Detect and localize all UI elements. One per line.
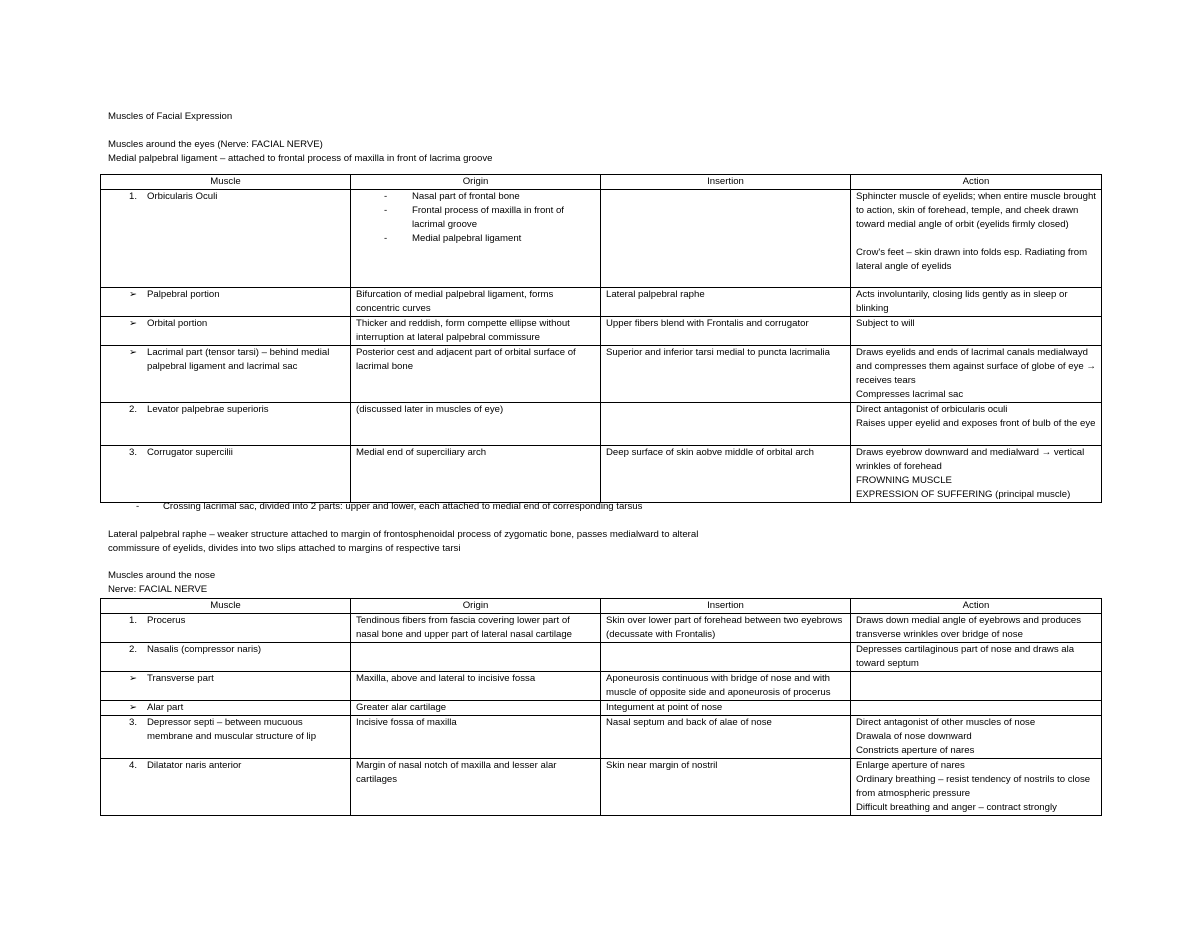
table-row xyxy=(101,716,1102,759)
action-text: Draws eyelids and ends of lacrimal canals medialwayd and compresses them against surface of globe of eye → receives tears xyxy=(856,347,1096,386)
muscle-name: Alar part xyxy=(147,702,184,713)
table-row xyxy=(101,672,1102,701)
table-row xyxy=(101,701,1102,716)
action-cell: Subject to will xyxy=(851,317,1102,346)
action-cell: Draws down medial angle of eyebrows and produces transverse wrinkles over bridge of nose xyxy=(851,614,1102,643)
nose-nerve: Nerve: FACIAL NERVE xyxy=(108,584,208,595)
action-text: Crow's feet – skin drawn into folds esp. Radiating from lateral angle of eyelids xyxy=(856,247,1088,272)
row-marker: 2. xyxy=(128,644,137,655)
muscle-name: Transverse part xyxy=(147,673,214,684)
col-insertion: Insertion xyxy=(601,599,851,614)
insertion-cell: Lateral palpebral raphe xyxy=(601,288,851,317)
origin-cell xyxy=(351,643,601,672)
insertion-cell: Aponeurosis continuous with bridge of nose and with muscle of opposite side and aponeurosis of procerus xyxy=(601,672,851,701)
col-action: Action xyxy=(851,599,1102,614)
nose-muscles-table xyxy=(100,598,1102,816)
action-text: Sphincter muscle of eyelids; when entire muscle brought to action, skin of forehead, temple, and cheek drawn toward medial angle of orbit (eyelids firmly closed) xyxy=(856,191,1096,230)
origin-cell: Greater alar cartilage xyxy=(351,701,601,716)
eye-muscles-table xyxy=(100,174,1102,503)
table-row xyxy=(101,614,1102,643)
muscle-name: Lacrimal part (tensor tarsi) – behind medial palpebral ligament and lacrimal sac xyxy=(147,347,330,372)
action-text: Direct antagonist of other muscles of nose xyxy=(856,717,1036,728)
muscle-name: Levator palpebrae superioris xyxy=(147,404,269,415)
origin-cell: Margin of nasal notch of maxilla and lesser alar cartilages xyxy=(351,759,601,816)
nose-heading: Muscles around the nose xyxy=(108,570,216,581)
row-marker: 1. xyxy=(128,615,137,626)
action-text: Enlarge aperture of nares xyxy=(856,760,965,771)
muscle-name: Procerus xyxy=(147,615,186,626)
list-item: - Medial palpebral ligament xyxy=(384,232,595,246)
table-row xyxy=(101,759,1102,816)
action-text: Draws eyebrow downward and medialward → vertical wrinkles of forehead xyxy=(856,447,1085,472)
action-cell: Acts involuntarily, closing lids gently as in sleep or blinking xyxy=(851,288,1102,317)
lateral-raphe-note: commissure of eyelids, divides into two slips attached to margins of respective tarsi xyxy=(108,543,461,554)
origin-cell: Posterior cest and adjacent part of orbital surface of lacrimal bone xyxy=(351,346,601,403)
insertion-cell: Nasal septum and back of alae of nose xyxy=(601,716,851,759)
action-text: Direct antagonist of orbicularis oculi xyxy=(856,404,1008,415)
arrow-bullet-icon: ➢ xyxy=(128,318,137,329)
muscle-name: Orbicularis Oculi xyxy=(147,191,218,202)
arrow-bullet-icon: ➢ xyxy=(128,347,137,358)
action-text: Raises upper eyelid and exposes front of bulb of the eye xyxy=(856,418,1096,429)
row-marker: 4. xyxy=(128,760,137,771)
col-muscle: Muscle xyxy=(101,599,351,614)
insertion-cell: Integument at point of nose xyxy=(601,701,851,716)
action-text: Ordinary breathing – resist tendency of nostrils to close from atmospheric pressure xyxy=(856,774,1091,799)
table-row xyxy=(101,643,1102,672)
action-text: FROWNING MUSCLE xyxy=(856,475,952,486)
insertion-cell xyxy=(601,403,851,446)
muscle-name: Depressor septi – between mucuous membrane and muscular structure of lip xyxy=(147,717,317,742)
list-item: - Nasal part of frontal bone xyxy=(384,190,595,204)
table-row xyxy=(101,403,1102,446)
action-cell xyxy=(851,701,1102,716)
col-origin: Origin xyxy=(351,175,601,190)
crossing-note: - Crossing lacrimal sac, divided into 2 parts: upper and lower, each attached to medial end of corresponding tarsus xyxy=(136,501,643,512)
row-marker: 1. xyxy=(128,191,137,202)
col-action: Action xyxy=(851,175,1102,190)
medial-ligament-note: Medial palpebral ligament – attached to frontal process of maxilla in front of lacrima groove xyxy=(108,153,493,164)
table-row xyxy=(101,346,1102,403)
origin-cell: Maxilla, above and lateral to incisive fossa xyxy=(351,672,601,701)
arrow-bullet-icon: ➢ xyxy=(128,702,137,713)
col-origin: Origin xyxy=(351,599,601,614)
muscle-name: Nasalis (compressor naris) xyxy=(147,644,262,655)
col-muscle: Muscle xyxy=(101,175,351,190)
muscle-name: Orbital portion xyxy=(147,318,208,329)
insertion-cell: Upper fibers blend with Frontalis and corrugator xyxy=(601,317,851,346)
muscle-name: Palpebral portion xyxy=(147,289,220,300)
insertion-cell: Superior and inferior tarsi medial to puncta lacrimalia xyxy=(601,346,851,403)
eyes-heading: Muscles around the eyes (Nerve: FACIAL NERVE) xyxy=(108,139,323,150)
action-text: Drawala of nose downward xyxy=(856,731,972,742)
origin-list xyxy=(356,190,595,246)
arrow-bullet-icon: ➢ xyxy=(128,289,137,300)
action-text: Difficult breathing and anger – contract strongly xyxy=(856,802,1057,813)
insertion-cell xyxy=(601,643,851,672)
insertion-cell: Skin near margin of nostril xyxy=(601,759,851,816)
insertion-cell: Skin over lower part of forehead between two eyebrows (decussate with Frontalis) xyxy=(601,614,851,643)
origin-cell: (discussed later in muscles of eye) xyxy=(351,403,601,446)
page-title: Muscles of Facial Expression xyxy=(108,111,233,122)
row-marker: 3. xyxy=(128,447,137,458)
col-insertion: Insertion xyxy=(601,175,851,190)
insertion-cell: Deep surface of skin aobve middle of orbital arch xyxy=(601,446,851,503)
list-item: - Frontal process of maxilla in front of lacrimal groove xyxy=(384,204,595,232)
arrow-bullet-icon: ➢ xyxy=(128,673,137,684)
table-row xyxy=(101,190,1102,288)
origin-cell: Incisive fossa of maxilla xyxy=(351,716,601,759)
action-cell: Depresses cartilaginous part of nose and draws ala toward septum xyxy=(851,643,1102,672)
action-text: Compresses lacrimal sac xyxy=(856,389,964,400)
table-row xyxy=(101,317,1102,346)
muscle-name: Corrugator supercilii xyxy=(147,447,233,458)
row-marker: 3. xyxy=(128,717,137,728)
origin-cell: Bifurcation of medial palpebral ligament, forms concentric curves xyxy=(351,288,601,317)
action-cell xyxy=(851,672,1102,701)
lateral-raphe-note: Lateral palpebral raphe – weaker structure attached to margin of frontosphenoidal process of zygomatic bone, passes medialward to alteral xyxy=(108,529,699,540)
origin-cell: Medial end of superciliary arch xyxy=(351,446,601,503)
row-marker: 2. xyxy=(128,404,137,415)
origin-cell: Thicker and reddish, form compette ellipse without interruption at lateral palpebral commissure xyxy=(351,317,601,346)
table-row xyxy=(101,446,1102,503)
insertion-cell xyxy=(601,190,851,288)
table-row xyxy=(101,288,1102,317)
muscle-name: Dilatator naris anterior xyxy=(147,760,242,771)
action-text: EXPRESSION OF SUFFERING (principal muscle) xyxy=(856,489,1071,500)
action-text: Constricts aperture of nares xyxy=(856,745,975,756)
origin-cell: Tendinous fibers from fascia covering lower part of nasal bone and upper part of lateral nasal cartilage xyxy=(351,614,601,643)
